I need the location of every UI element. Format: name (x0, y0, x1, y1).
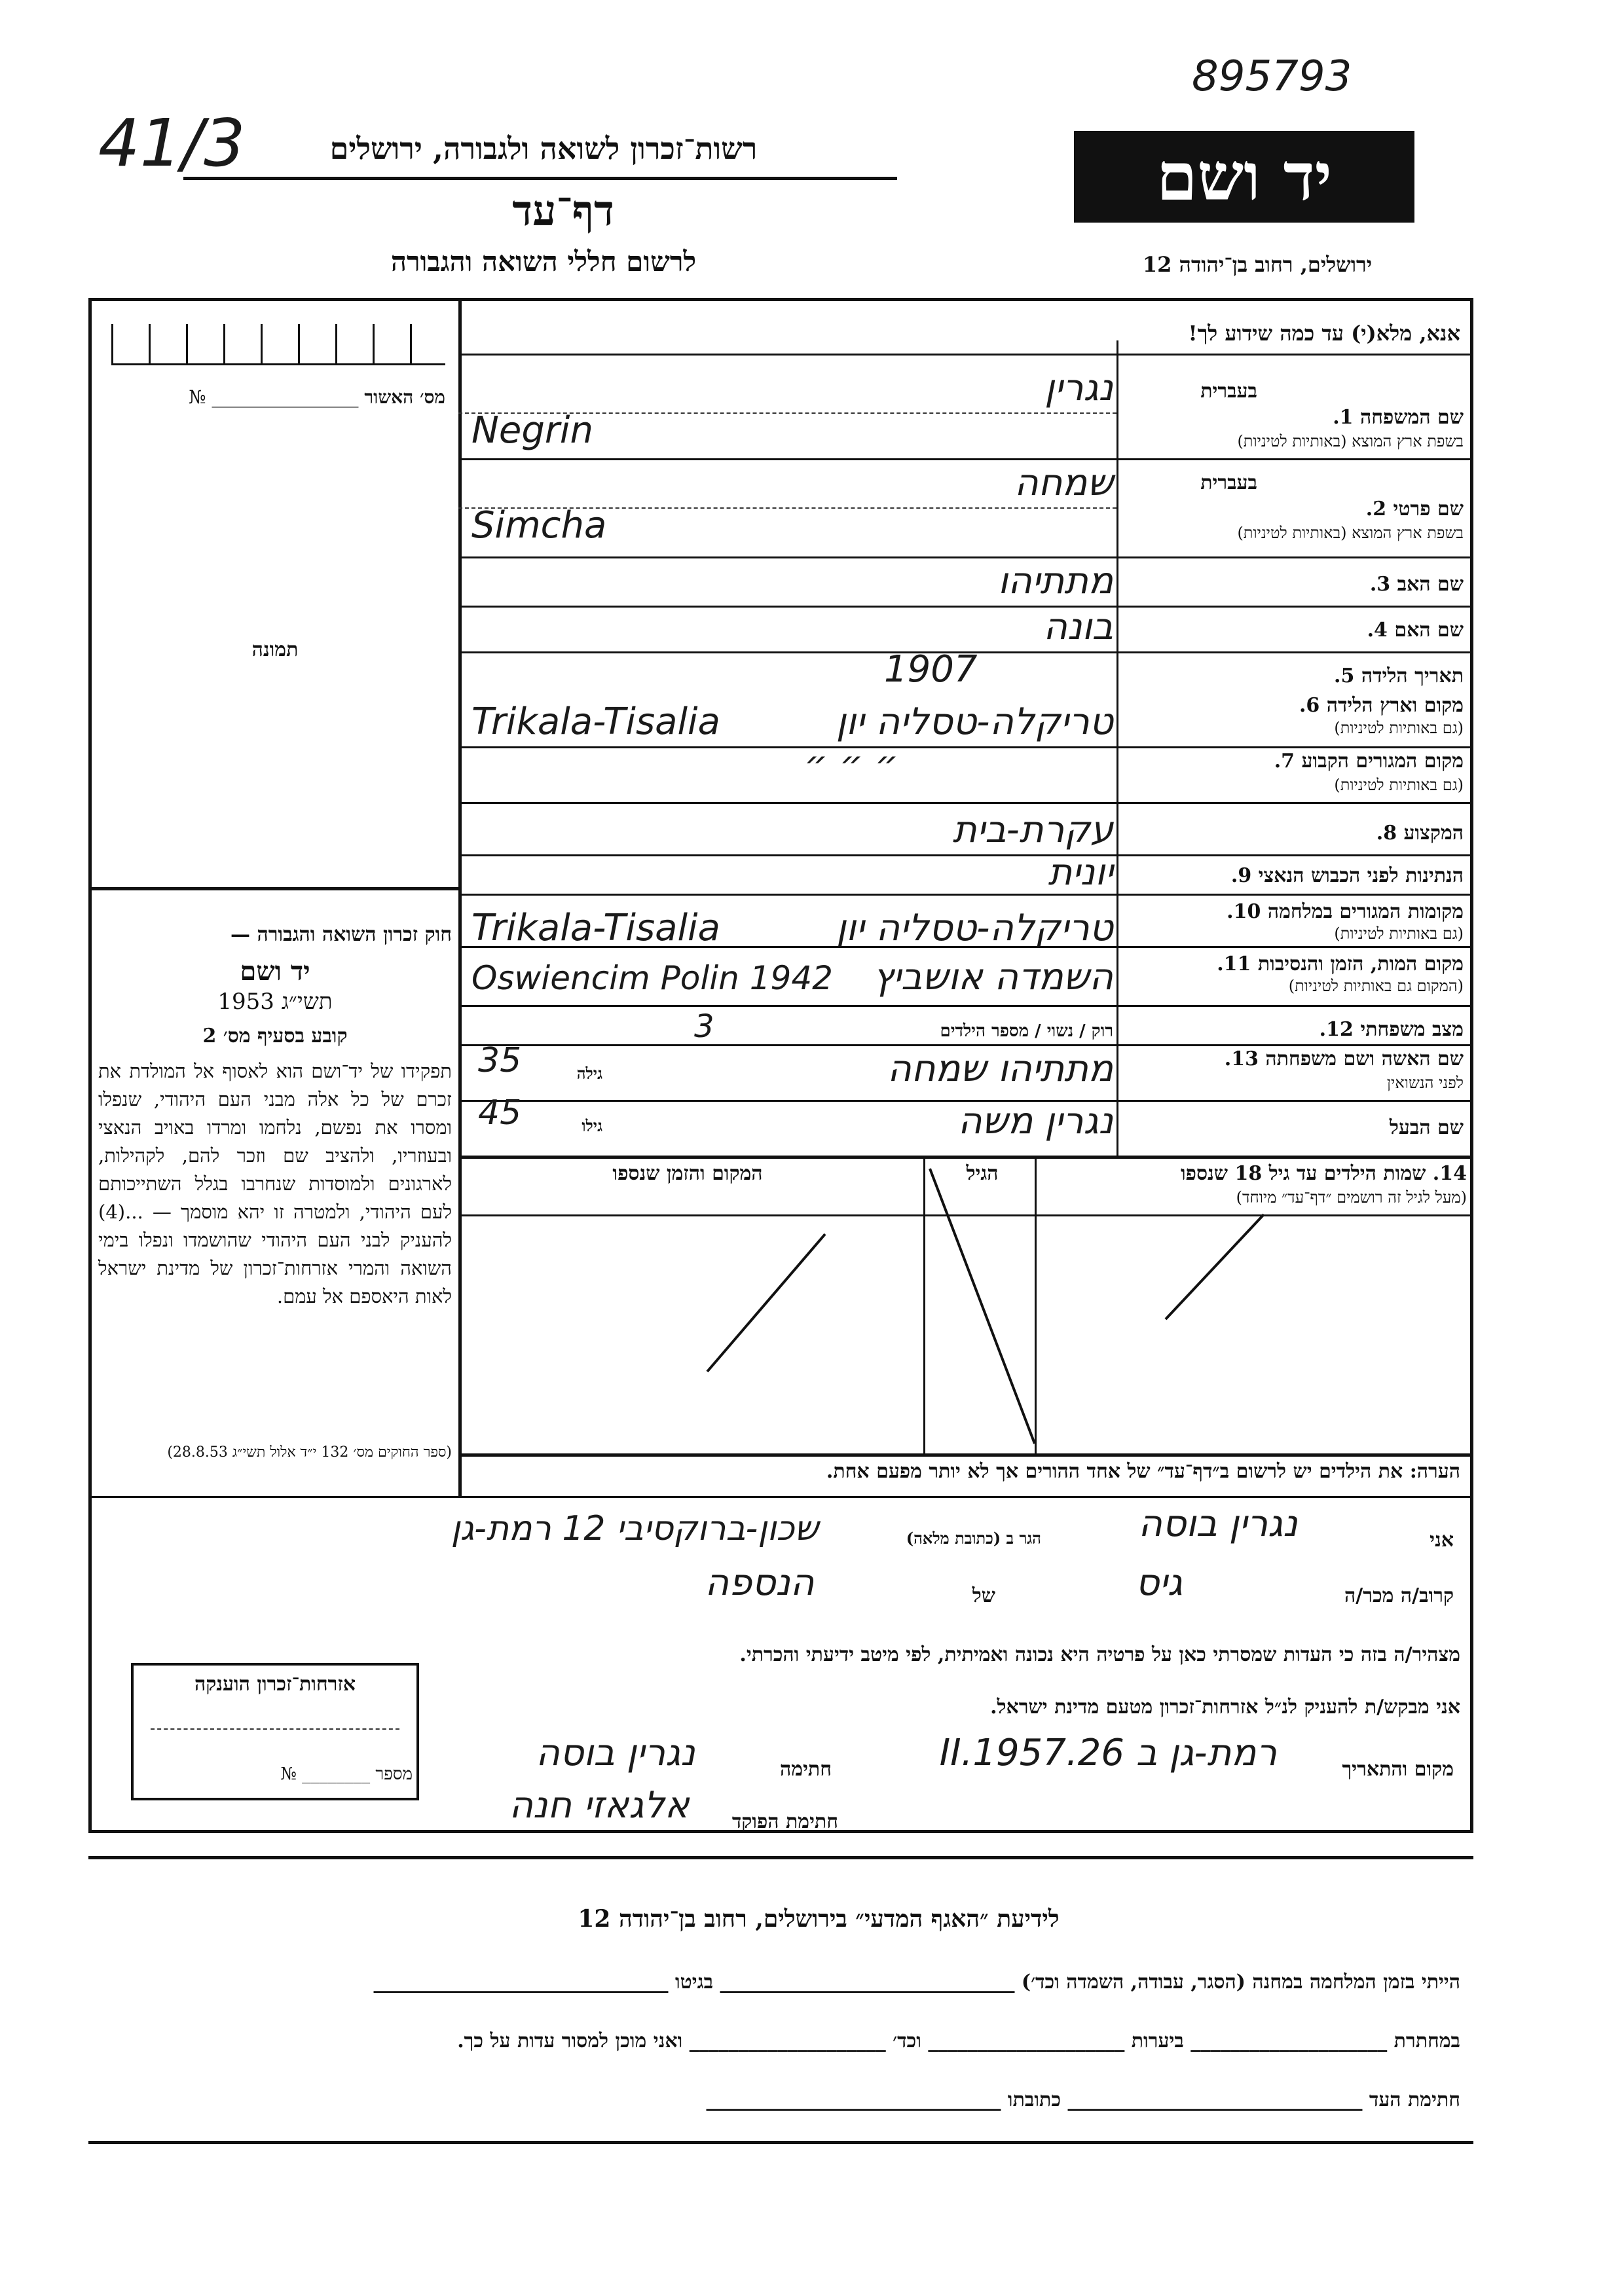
signature-value[interactable]: נגרין בוסה (536, 1732, 695, 1774)
declaration-top-rule (88, 1496, 462, 1498)
children-bottom-rule (458, 1453, 1473, 1457)
field-11-hebrew-value[interactable]: השמדה אושביץ (873, 956, 1113, 998)
field-7-value[interactable]: ״ ״ ״ (804, 743, 898, 786)
corner-mark: 41/3 (98, 105, 246, 181)
officer-value[interactable]: אלגאזי חנה (509, 1784, 690, 1827)
field-4-label: שם האם 4. (1367, 619, 1464, 642)
children-strike-1 (707, 1234, 825, 1372)
field-11-label: מקום המות, הזמן והנסיבות 11. (1217, 953, 1464, 975)
field-11-note: (המקום גם באותיות לטיניות) (1288, 977, 1464, 995)
place-date-value[interactable]: רמת-גן ב 26.II.1957 (939, 1732, 1277, 1774)
field-1-latin-value[interactable]: Negrin (471, 409, 593, 452)
instruction-rule (458, 354, 1473, 355)
field-13-age-label: גילה (576, 1064, 602, 1083)
field-13-age[interactable]: 35 (478, 1041, 522, 1080)
field-4-value[interactable]: בונה (1043, 606, 1113, 648)
declaration-i-value[interactable]: נגרין בוסה (1138, 1503, 1298, 1545)
field-9-value[interactable]: יונית (1048, 851, 1113, 894)
field-6-latin-value[interactable]: Trikala-Tisalia (471, 701, 720, 743)
form-title: דף־עד (512, 187, 614, 236)
children-strike-3 (1166, 1214, 1264, 1319)
field-5-label: תאריך הלידה 5. (1334, 665, 1464, 687)
archive-number: 895793 (1192, 52, 1352, 101)
law-ref: (ספר החוקים מס׳ 132 י״ד אלול תשי״ג 28.8.53) (167, 1444, 452, 1461)
field-1-note: בשפת ארץ המוצא (באותיות לטיניות) (1237, 432, 1464, 450)
field-7-divider (458, 802, 1473, 804)
field-6-hebrew-value[interactable]: טריקלה-טסליה יון (836, 701, 1113, 743)
form-subtitle: לרשום חללי השואה והגבורה (390, 246, 697, 278)
field-11-latin-value[interactable]: Oswiencim Polin 1942 (471, 959, 833, 997)
law-name: יד ושם (240, 956, 310, 987)
citizenship-box-number: מספר ________ № (280, 1764, 413, 1784)
declaration-request: אני מבקש/ת להעניק לנ״ל אזרחות־זכרון מטעם מדינת ישראל. (990, 1696, 1460, 1719)
declaration-residing-label: הגר ב (כתובת מלאה) (906, 1529, 1041, 1548)
field-13-note: לפני הנשואין (1386, 1074, 1464, 1092)
declaration-statement: מצהיר/ה בזה כי העדות שמסרתי כאן על פרטיה היא נכונה ואמיתית, לפי מיטב ידיעתי והכרתי. (739, 1643, 1460, 1666)
field-3-value[interactable]: מתתיהו (997, 560, 1113, 602)
law-text: תפקידו של יד־ושם הוא לאסוף אל המולדת את זכרם של כל אלה מבני העם היהודי, שנפלו ומסרו את נפשם, נלחמו ומרדו באויב הנאצי ובעוזריו, ולהציב שם וזכר להם, לקהילות, לארגונים ולמוסדות שנחרבו בגלל השתייכותם לעם היהודי, ולמטרה זו יהא מוסמך — ...(4) להעניק לבני העם היהודי שהושמדו ונפלו בימי השואה והמרי אזרחות־זכרון של מדינת ישראל לאות היאספם אל עמם. (98, 1060, 452, 1307)
approval-no-label: מס׳ האשור (364, 386, 445, 408)
law-section: קובע בסעיף מס׳ 2 (202, 1025, 348, 1048)
field-10-hebrew-value[interactable]: טריקלה-טסליה יון (836, 907, 1113, 949)
yad-vashem-logo: יד ושם (1074, 131, 1414, 223)
declaration-relative-label: קרוב/ה מכר/ה (1344, 1584, 1454, 1607)
children-label: 14. שמות הילדים עד גיל 18 שנספו (1180, 1162, 1467, 1185)
citizenship-box-line-1 (151, 1728, 399, 1730)
children-age-header: הגיל (966, 1162, 999, 1185)
logo-address: ירושלים, רחוב בן־יהודה 12 (1142, 252, 1373, 277)
field-10-latin-value[interactable]: Trikala-Tisalia (471, 907, 720, 949)
instruction-text: אנא, מלא(י) עד כמה שידוע לך! (1188, 321, 1460, 346)
field-9-divider (458, 894, 1473, 896)
field-6-note: (גם באותיות לטיניות) (1334, 719, 1464, 737)
citizenship-box-title: אזרחות־זכרון הוענקה (194, 1673, 356, 1696)
field-7-note: (גם באותיות לטיניות) (1334, 776, 1464, 794)
field-12-options: רוק / נשוי / מספר הילדים (940, 1021, 1113, 1041)
officer-label: חתימת הפוקד (731, 1810, 838, 1833)
field-14-value[interactable]: נגרין משה (958, 1100, 1113, 1142)
field-2-note: בשפת ארץ המוצא (באותיות לטיניות) (1237, 524, 1464, 542)
declaration-of-label: של (972, 1584, 995, 1607)
children-note: (מעל לגיל זה רושמים ״דף־עד״ מיוחד) (1236, 1188, 1467, 1207)
place-date-label: מקום והתאריך (1342, 1758, 1454, 1781)
field-1-hebrew-value[interactable]: נגרין (1044, 367, 1113, 409)
field-13-label: שם האשה ושם משפחתה 13. (1224, 1048, 1464, 1070)
field-2-hebrew-value[interactable]: שמחה (1014, 462, 1113, 504)
children-strike-2 (930, 1169, 1035, 1444)
field-5-value[interactable]: 1907 (884, 648, 978, 691)
field-14-label: שם הבעל (1389, 1116, 1464, 1139)
field-1-label: שם המשפחה 1. (1333, 406, 1464, 429)
field-1-lang: בעברית (1200, 380, 1257, 403)
footer-line-1: הייתי בזמן המלחמה במחנה (הסגר, עבודה, השמדה וכד׳) ______________________________ בגיטו ______________________________ (373, 1971, 1460, 1994)
remark-text: הערה: את הילדים יש לרשום ב״דף־עד״ של אחד ההורים אך לא יותר מפעם אחת. (826, 1460, 1460, 1483)
approval-number-label (105, 386, 445, 409)
field-10-note: (גם באותיות לטיניות) (1334, 924, 1464, 943)
field-2-latin-value[interactable]: Simcha (471, 504, 607, 547)
field-12-label: מצב משפחתי 12. (1319, 1018, 1464, 1041)
field-11-divider (458, 1005, 1473, 1007)
field-7-label: מקום המגורים הקבוע 7. (1274, 750, 1464, 773)
field-6-label: מקום וארץ הלידה 6. (1299, 694, 1464, 717)
declaration-i-label: אני (1430, 1529, 1454, 1552)
approval-no-line: ________________ (212, 386, 359, 408)
footer-line-3: חתימת העד ______________________________ כתובתו ______________________________ (706, 2088, 1460, 2111)
law-hebrew-year: תשי״ג (281, 989, 333, 1015)
footer-line-2: במחתרת ____________________ ביערות ____________________ וכד׳ ____________________ ואני מוכן למסור עדות על כך. (457, 2030, 1460, 2052)
field-8-label: המקצוע 8. (1376, 822, 1464, 845)
field-10-divider (458, 946, 1473, 948)
approval-tick-boxes (111, 324, 445, 365)
authority-title: רשות־זכרון לשואה ולגבורה, ירושלים (329, 131, 758, 166)
field-2-label: שם פרטי 2. (1365, 498, 1464, 520)
law-year-value: 1953 (217, 989, 274, 1015)
approval-no-mark: № (189, 386, 206, 408)
field-10-label: מקומות המגורים במלחמה 10. (1227, 900, 1464, 923)
field-1-divider (458, 458, 1473, 460)
field-9-label: הנתינות לפני הכבוש הנאצי 9. (1230, 864, 1464, 887)
declaration-relative-value[interactable]: גיס (1135, 1561, 1183, 1604)
remark-rule (458, 1496, 1473, 1498)
law-title: חוק זכרון השואה והגבורה — (231, 923, 452, 946)
law-year (98, 989, 452, 1015)
declaration-residing-value[interactable]: שכון-ברוקסיבי 12 רמת-גן (451, 1509, 819, 1548)
declaration-of-value[interactable]: הנספה (705, 1561, 815, 1604)
children-strikeout-marks (458, 1156, 1473, 1453)
children-place-header: המקום והזמן שנספו (612, 1162, 763, 1185)
signature-label: חתימה (780, 1758, 832, 1781)
photo-label: תמונה (251, 638, 299, 661)
field-14-age-label: גילו (581, 1116, 602, 1135)
header-rule (183, 177, 897, 180)
footer-title: לידיעת ״האגף המדעי״ בירושלים, רחוב בן־יהודה 12 (578, 1905, 1060, 1933)
field-12-divider (458, 1044, 1473, 1046)
field-2-divider (458, 556, 1473, 558)
field-3-label: שם האב 3. (1369, 573, 1464, 596)
field-12-children-count[interactable]: 3 (694, 1008, 714, 1045)
field-2-lang: בעברית (1200, 471, 1257, 494)
field-8-value[interactable]: עקרת-בית (952, 809, 1113, 851)
footer-bottom-rule (88, 2141, 1473, 2144)
field-14-age[interactable]: 45 (478, 1093, 522, 1133)
field-13-value[interactable]: מתתיהו שמחה (887, 1048, 1113, 1090)
footer-top-rule (88, 1856, 1473, 1859)
photo-box-bottom (88, 887, 458, 890)
